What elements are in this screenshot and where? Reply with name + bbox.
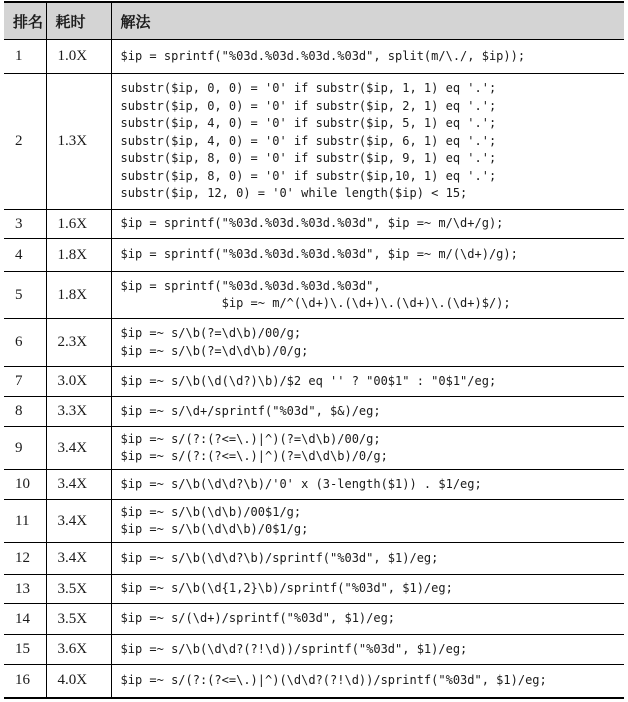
code-line: $ip =~ s/\b(\d{1,2}\b)/sprintf("%03d", $1)/eg;: [120, 581, 453, 596]
table-row: [4, 543, 624, 575]
table-row: [4, 635, 624, 665]
time-cell: 4.0X: [46, 665, 111, 698]
code-line: substr($ip, 12, 0) = '0' while length($ip) < 15;: [120, 186, 468, 201]
code-cell: [111, 319, 624, 367]
time-cell: 3.6X: [46, 635, 111, 665]
table-body: [4, 40, 624, 698]
time-cell: 3.4X: [46, 470, 111, 500]
rank-cell: 6: [4, 319, 46, 367]
code-line: $ip =~ s/\b(\d\d?\b)/sprintf("%03d", $1)/eg;: [120, 550, 439, 565]
time-cell: 3.5X: [46, 604, 111, 635]
time-cell: 3.4X: [46, 500, 111, 543]
time-cell: 1.8X: [46, 239, 111, 272]
code-line: $ip =~ s/(?:(?<=\.)|^)(?=\d\d\b)/0/g;: [120, 449, 388, 463]
time-cell: 1.6X: [46, 210, 111, 239]
table-row: [4, 470, 624, 500]
time-cell: 3.3X: [46, 397, 111, 427]
table-row: [4, 319, 624, 367]
table-row: [4, 604, 624, 635]
code-cell: [111, 74, 624, 210]
time-cell: 3.5X: [46, 575, 111, 604]
code-line: $ip =~ s/\b(?=\d\d\b)/0/g;: [120, 343, 309, 358]
time-cell: 1.3X: [46, 74, 111, 210]
table-row: [4, 74, 624, 210]
code-cell: [111, 397, 624, 427]
rank-cell: 13: [4, 575, 46, 604]
code-line: substr($ip, 8, 0) = '0' if substr($ip, 9, 1) eq '.';: [120, 151, 497, 166]
rank-cell: 3: [4, 210, 46, 239]
code-line: $ip =~ s/\b(\d\b)/00$1/g;: [120, 504, 302, 519]
table-row: [4, 397, 624, 427]
rank-cell: 9: [4, 427, 46, 470]
code-cell: [111, 543, 624, 575]
time-cell: 1.8X: [46, 272, 111, 319]
code-cell: [111, 210, 624, 239]
code-line: substr($ip, 0, 0) = '0' if substr($ip, 2, 1) eq '.';: [120, 98, 497, 113]
code-cell: [111, 367, 624, 397]
header-rank: 排名: [4, 2, 46, 40]
code-cell: [111, 500, 624, 543]
time-cell: 3.4X: [46, 427, 111, 470]
code-line: $ip =~ s/\b(?=\d\b)/00/g;: [120, 326, 302, 340]
table-row: [4, 575, 624, 604]
rank-cell: 11: [4, 500, 46, 543]
code-line: $ip =~ s/\b(\d\d\b)/0$1/g;: [120, 522, 309, 536]
code-line: substr($ip, 0, 0) = '0' if substr($ip, 1, 1) eq '.';: [120, 81, 497, 96]
rank-cell: 14: [4, 604, 46, 635]
time-cell: 1.0X: [46, 40, 111, 74]
rank-cell: 4: [4, 239, 46, 272]
code-line: $ip = sprintf("%03d.%03d.%03d.%03d", $ip =~ m/(\d+)/g);: [120, 247, 518, 262]
code-cell: [111, 604, 624, 635]
code-line: $ip = sprintf("%03d.%03d.%03d.%03d", $ip =~ m/\d+/g);: [120, 216, 504, 231]
code-line: $ip =~ s/\d+/sprintf("%03d", $&)/eg;: [120, 403, 381, 418]
code-line: $ip = sprintf("%03d.%03d.%03d.%03d",: [120, 278, 381, 293]
code-cell: [111, 40, 624, 74]
code-line: $ip = sprintf("%03d.%03d.%03d.%03d", split(m/\./, $ip));: [120, 48, 526, 63]
table-row: [4, 367, 624, 397]
table-row: [4, 427, 624, 470]
code-line: $ip =~ s/\b(\d\d?(?!\d))/sprintf("%03d", $1)/eg;: [120, 641, 468, 656]
code-cell: [111, 427, 624, 470]
rank-cell: 8: [4, 397, 46, 427]
code-line: $ip =~ s/\b(\d\d?\b)/'0' x (3-length($1)) . $1/eg;: [120, 476, 482, 491]
header-time: 耗时: [46, 2, 111, 40]
rank-cell: 2: [4, 74, 46, 210]
header-solution: 解法: [111, 2, 624, 40]
code-line: $ip =~ s/\b(\d(\d?)\b)/$2 eq '' ? "00$1" : "0$1"/eg;: [120, 373, 497, 388]
time-cell: 3.0X: [46, 367, 111, 397]
code-cell: [111, 635, 624, 665]
rank-cell: 5: [4, 272, 46, 319]
table-row: [4, 210, 624, 239]
code-line: $ip =~ s/(\d+)/sprintf("%03d", $1)/eg;: [120, 611, 396, 626]
code-line: $ip =~ s/(?:(?<=\.)|^)(?=\d\b)/00/g;: [120, 431, 381, 446]
rank-cell: 16: [4, 665, 46, 698]
code-cell: [111, 470, 624, 500]
code-line: $ip =~ s/(?:(?<=\.)|^)(\d\d?(?!\d))/sprintf("%03d", $1)/eg;: [120, 673, 547, 687]
rank-cell: 12: [4, 543, 46, 575]
benchmark-table: [4, 1, 624, 699]
code-cell: [111, 239, 624, 272]
rank-cell: 15: [4, 635, 46, 665]
code-cell: [111, 665, 624, 698]
table-row: [4, 665, 624, 698]
table-row: [4, 500, 624, 543]
rank-cell: 1: [4, 40, 46, 74]
rank-cell: 7: [4, 367, 46, 397]
time-cell: 3.4X: [46, 543, 111, 575]
code-cell: [111, 575, 624, 604]
code-cell: [111, 272, 624, 319]
header-row: [4, 2, 624, 40]
code-line: substr($ip, 8, 0) = '0' if substr($ip,10, 1) eq '.';: [120, 168, 497, 183]
time-cell: 2.3X: [46, 319, 111, 367]
table-row: [4, 272, 624, 319]
code-line: substr($ip, 4, 0) = '0' if substr($ip, 5, 1) eq '.';: [120, 116, 497, 131]
rank-cell: 10: [4, 470, 46, 500]
code-line: substr($ip, 4, 0) = '0' if substr($ip, 6, 1) eq '.';: [120, 133, 497, 148]
code-line: $ip =~ m/^(\d+)\.(\d+)\.(\d+)\.(\d+)$/);: [120, 296, 511, 310]
table-row: [4, 40, 624, 74]
table-row: [4, 239, 624, 272]
